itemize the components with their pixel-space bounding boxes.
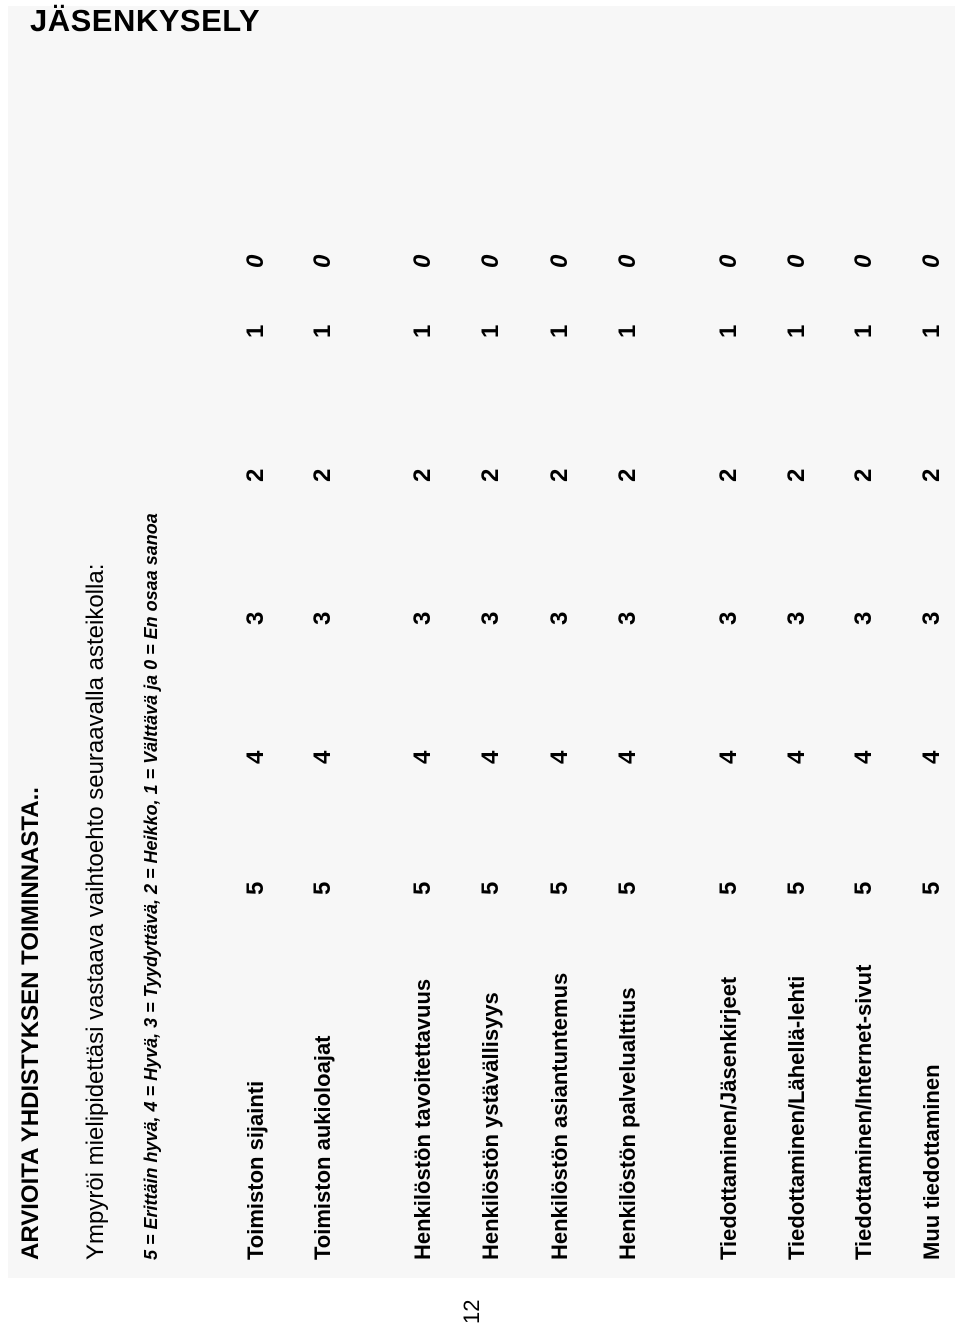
rating-option-5[interactable]: 5 (783, 881, 810, 895)
rating-option-2[interactable]: 2 (409, 468, 436, 482)
row-label: Henkilöstön palvelualttius (615, 987, 640, 1260)
rating-option-3[interactable]: 3 (614, 611, 641, 625)
row-label: Muu tiedottaminen (919, 1064, 944, 1260)
rating-option-2[interactable]: 2 (715, 468, 742, 482)
rating-option-0[interactable]: 0 (715, 254, 742, 268)
rating-option-4[interactable]: 4 (918, 750, 945, 764)
rating-option-5[interactable]: 5 (715, 881, 742, 895)
rating-option-4[interactable]: 4 (546, 750, 573, 764)
row-label: Toimiston sijainti (243, 1080, 268, 1260)
rating-option-5[interactable]: 5 (918, 881, 945, 895)
rating-option-3[interactable]: 3 (477, 611, 504, 625)
row-label: Henkilöstön asiantuntemus (547, 972, 572, 1260)
rating-option-1[interactable]: 1 (477, 324, 504, 338)
rating-option-5[interactable]: 5 (850, 881, 877, 895)
rating-option-2[interactable]: 2 (309, 468, 336, 482)
rating-option-5[interactable]: 5 (614, 881, 641, 895)
rating-option-2[interactable]: 2 (850, 468, 877, 482)
rating-option-4[interactable]: 4 (715, 750, 742, 764)
rating-option-3[interactable]: 3 (309, 611, 336, 625)
rating-option-3[interactable]: 3 (546, 611, 573, 625)
rating-option-0[interactable]: 0 (309, 254, 336, 268)
rating-option-1[interactable]: 1 (242, 324, 269, 338)
rating-scale-legend: 5 = Erittäin hyvä, 4 = Hyvä, 3 = Tyydyttävä, 2 = Heikko, 1 = Välttävä ja 0 = En osaa sanoa (141, 513, 161, 1260)
rating-option-2[interactable]: 2 (614, 468, 641, 482)
rating-option-4[interactable]: 4 (309, 750, 336, 764)
row-label: Tiedottaminen/Jäsenkirjeet (716, 976, 741, 1260)
rating-option-3[interactable]: 3 (918, 611, 945, 625)
rating-option-1[interactable]: 1 (715, 324, 742, 338)
rating-option-3[interactable]: 3 (783, 611, 810, 625)
rating-option-3[interactable]: 3 (409, 611, 436, 625)
rating-option-3[interactable]: 3 (850, 611, 877, 625)
rating-option-2[interactable]: 2 (546, 468, 573, 482)
row-label: Henkilöstön ystävällisyys (478, 992, 503, 1260)
rating-option-1[interactable]: 1 (614, 324, 641, 338)
rating-option-1[interactable]: 1 (309, 324, 336, 338)
row-label: Henkilöstön tavoitettavuus (410, 978, 435, 1260)
rating-option-2[interactable]: 2 (918, 468, 945, 482)
rating-option-0[interactable]: 0 (614, 254, 641, 268)
row-label: Toimiston aukioloajat (310, 1035, 335, 1260)
rating-option-4[interactable]: 4 (614, 750, 641, 764)
rating-option-2[interactable]: 2 (242, 468, 269, 482)
row-label: Tiedottaminen/Lähellä-lehti (784, 975, 809, 1260)
rating-option-1[interactable]: 1 (409, 324, 436, 338)
page-number: 12 (459, 1299, 484, 1324)
rating-option-4[interactable]: 4 (477, 750, 504, 764)
rating-option-5[interactable]: 5 (477, 881, 504, 895)
rating-option-4[interactable]: 4 (242, 750, 269, 764)
document-title: JÄSENKYSELY (30, 3, 261, 38)
instruction-text: Ympyröi mielipidettäsi vastaava vaihtoehto seuraavalla asteikolla: (82, 563, 109, 1260)
rating-option-1[interactable]: 1 (546, 324, 573, 338)
rating-option-0[interactable]: 0 (242, 254, 269, 268)
rating-option-5[interactable]: 5 (409, 881, 436, 895)
rating-option-0[interactable]: 0 (409, 254, 436, 268)
rating-option-1[interactable]: 1 (850, 324, 877, 338)
rating-option-0[interactable]: 0 (850, 254, 877, 268)
rating-option-4[interactable]: 4 (409, 750, 436, 764)
section-title: ARVIOITA YHDISTYKSEN TOIMINNASTA.. (17, 787, 44, 1260)
row-label: Tiedottaminen/Internet-sivut (851, 964, 876, 1260)
rating-option-0[interactable]: 0 (477, 254, 504, 268)
rating-option-0[interactable]: 0 (918, 254, 945, 268)
rating-option-0[interactable]: 0 (783, 254, 810, 268)
rating-option-0[interactable]: 0 (546, 254, 573, 268)
rating-option-5[interactable]: 5 (546, 881, 573, 895)
rating-option-3[interactable]: 3 (242, 611, 269, 625)
rating-option-1[interactable]: 1 (918, 324, 945, 338)
rating-option-3[interactable]: 3 (715, 611, 742, 625)
rating-option-2[interactable]: 2 (783, 468, 810, 482)
rating-option-1[interactable]: 1 (783, 324, 810, 338)
rating-option-2[interactable]: 2 (477, 468, 504, 482)
rating-option-4[interactable]: 4 (783, 750, 810, 764)
rating-option-5[interactable]: 5 (309, 881, 336, 895)
rating-option-4[interactable]: 4 (850, 750, 877, 764)
rating-option-5[interactable]: 5 (242, 881, 269, 895)
